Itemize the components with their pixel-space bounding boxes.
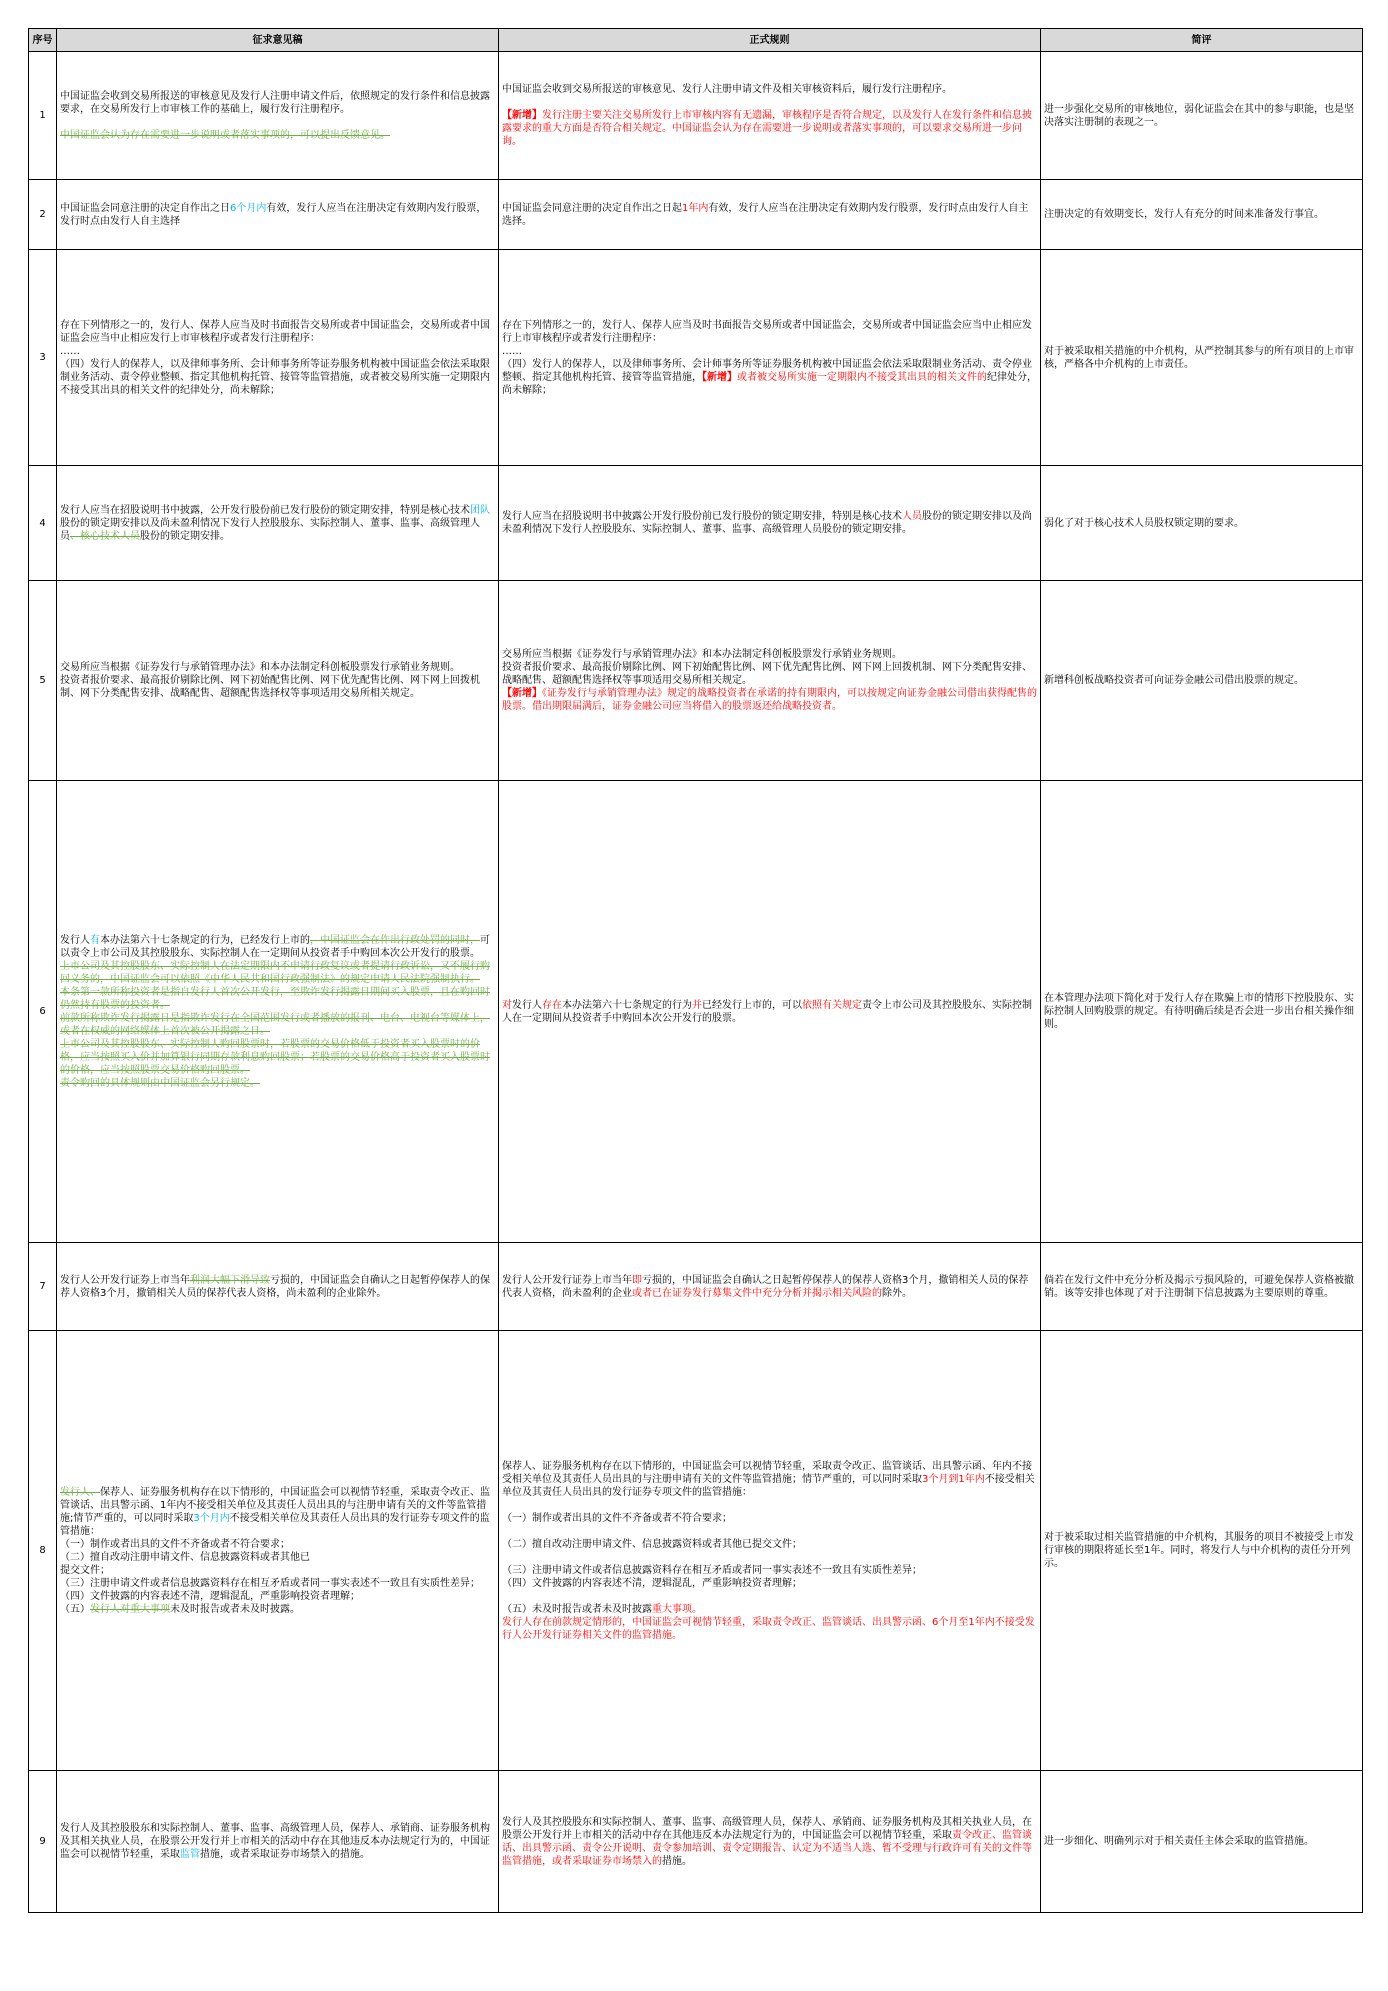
text-segment: 中国证监会同意注册的决定自作出之日	[60, 202, 230, 214]
text-segment: ……	[60, 345, 80, 357]
red-text: 发行人存在前款规定情形的，中国证监会可视情节轻重，采取责令改正、监管谈话、出具警示函、6个月至1年内不接受发行人公开发行证券相关文件的监管措施。	[502, 1616, 1035, 1641]
comment-cell	[1041, 466, 1363, 581]
text-segment: 保荐人、证券服务机构存在以下情形的，中国证监会可以视情节轻重，采取责令改正、监管谈话、出具警示函、年内不接受相关单位及其责任人员出具的与注册申请有关的文件等监管措施；情节严重的，可以同时采取	[502, 1460, 1032, 1485]
comment-paragraph	[1044, 517, 1359, 530]
final-paragraph	[502, 1603, 1037, 1616]
text-segment: 进一步强化交易所的审核地位，弱化证监会在其中的参与职能，也是坚决落实注册制的表现之一。	[1044, 103, 1354, 128]
final-paragraph	[502, 1564, 1037, 1577]
text-segment: 发行人应当在招股说明书中披露，公开发行股份前已发行股份的锁定期安排，特别是核心技术	[60, 504, 470, 516]
draft-paragraph	[60, 1012, 495, 1038]
text-segment: 纪律处分，尚未解除；	[502, 371, 1037, 396]
text-segment: 进一步细化、明确列示对于相关责任主体会采取的监管措施。	[1044, 1836, 1314, 1847]
table-row	[29, 1331, 1363, 1771]
text-segment: 本办法第六十七条规定的行为，已经发行上市的	[100, 934, 310, 946]
final-paragraph	[502, 83, 1037, 96]
text-segment: 发行人公开发行证券上市当年	[60, 1274, 190, 1286]
table-row	[29, 1243, 1363, 1331]
comment-cell	[1041, 1771, 1363, 1913]
draft-paragraph	[60, 1486, 495, 1538]
red-text: 即	[632, 1274, 642, 1286]
draft-paragraph	[60, 504, 495, 543]
draft-paragraph	[60, 1822, 495, 1861]
text-segment: 弱化了对于核心技术人员股权锁定期的要求。	[1044, 517, 1244, 529]
draft-paragraph	[60, 358, 495, 397]
draft-cell	[57, 180, 499, 250]
draft-paragraph	[60, 986, 495, 1012]
text-segment: 亏损的，中国证监会自确认之日起暂停保荐人的保荐人资格3个月，撤销相关人员的保荐代表人资格，尚未盈利的企业	[502, 1274, 1029, 1299]
row-number: 4	[29, 466, 57, 581]
final-cell	[499, 581, 1041, 781]
text-segment: （四）文件披露的内容表述不清，逻辑混乱，严重影响投资者理解；	[60, 1590, 360, 1602]
struck-text: 利润大幅下滑导致	[190, 1274, 270, 1286]
text-segment: （三）注册申请文件或者信息披露资料存在相互矛盾或者同一事实表述不一致且有实质性差异；	[502, 1564, 922, 1576]
red-text: 重大事项。	[652, 1603, 702, 1615]
row-number: 3	[29, 250, 57, 466]
red-text: 《证券发行与承销管理办法》规定的战略投资者在承诺的持有期限内，可以按规定向证券金融公司借出获得配售的股票。借出期限届满后，证券金融公司应当将借入的股票返还给战略投资者。	[502, 688, 1037, 712]
text-segment: （四）文件披露的内容表述不清，逻辑混乱，严重影响投资者理解；	[502, 1577, 802, 1589]
blue-text: 监管	[180, 1849, 200, 1860]
text-segment: 投资者报价要求、最高报价剔除比例、网下初始配售比例、网下优先配售比例、网下网上回拨机制、网下分类配售安排、战略配售、超额配售选择权等事项适用交易所相关规定。	[502, 662, 1032, 686]
struck-text: 发行人、	[60, 1486, 100, 1498]
red-text: 或者已在证券发行募集文件中充分分析并揭示相关风险的	[632, 1287, 882, 1299]
final-paragraph	[502, 1577, 1037, 1590]
text-segment: （四）发行人的保荐人，以及律师事务所、会计师事务所等证券服务机构被中国证监会依法采取限制业务活动、责令停业整顿、指定其他机构托管、接管等监管措施，	[502, 358, 1032, 383]
text-segment: 发行人及其控股股东和实际控制人、董事、监事、高级管理人员，保荐人、承销商、证券服务机构及其相关执业人员，在股票公开发行并上市相关的活动中存在其他违反本办法规定行为的，中国证监会可以视情节轻重，采取	[60, 1823, 490, 1860]
red-text: 或者被交易所实施一定期限内不接受其出具的相关文件的	[737, 371, 987, 383]
draft-cell	[57, 250, 499, 466]
struck-text: 前款所称欺诈发行揭露日是指欺诈发行在全国范围发行或者播放的报刊、电台、电视台等媒体上，或者在权威的网络媒体上首次被公开揭露之日。	[60, 1012, 490, 1037]
struck-text: 中国证监会认为存在需要进一步说明或者落实事项的，可以提出反馈意见。	[60, 129, 390, 141]
comment-paragraph	[1044, 1835, 1359, 1848]
final-cell	[499, 1243, 1041, 1331]
comment-paragraph	[1044, 208, 1359, 221]
draft-paragraph	[60, 90, 495, 116]
draft-paragraph	[60, 1538, 495, 1551]
text-segment: 投资者报价要求、最高报价剔除比例、网下初始配售比例、网下优先配售比例、网下网上回拨机制、网下分类配售安排、战略配售、超额配售选择权等事项适用交易所相关规定。	[60, 675, 480, 699]
text-segment: 措施，或者采取证券市场禁入的措施。	[200, 1849, 370, 1860]
draft-paragraph	[60, 1077, 495, 1090]
text-segment: 发行人	[60, 934, 90, 946]
final-cell	[499, 180, 1041, 250]
comment-paragraph	[1044, 345, 1359, 371]
draft-paragraph	[60, 319, 495, 345]
draft-paragraph	[60, 1551, 495, 1564]
comment-paragraph	[1044, 1531, 1359, 1570]
draft-paragraph	[60, 934, 495, 960]
final-paragraph	[502, 510, 1037, 536]
paragraph-gap	[502, 1525, 1037, 1538]
draft-cell	[57, 781, 499, 1243]
blue-text: 有	[90, 934, 100, 946]
draft-paragraph	[60, 960, 495, 986]
text-segment: 不接受相关单位及其责任人员出具的发行证券专项文件的监管措施：	[60, 1512, 490, 1537]
final-paragraph	[502, 1616, 1037, 1642]
blue-text: 团队	[470, 504, 490, 516]
header-final: 正式规则	[499, 29, 1041, 52]
comment-cell	[1041, 1243, 1363, 1331]
draft-cell	[57, 581, 499, 781]
text-segment: 可以责令上市公司及其控股股东、实际控制人在一定期间从投资者手中购回本次公开发行的股票。	[60, 934, 490, 959]
comment-paragraph	[1044, 1274, 1359, 1300]
text-segment: 除外。	[882, 1287, 912, 1299]
draft-paragraph	[60, 129, 495, 142]
struck-text: 本条第一款所称投资者是指自发行人首次公开发行，至欺诈发行揭露日期间买入股票，且在购回时仍然持有股票的投资者。	[60, 986, 490, 1011]
text-segment: （三）注册申请文件或者信息披露资料存在相互矛盾或者同一事实表述不一致且有实质性差异；	[60, 1577, 480, 1589]
red-text: 责令改正、监管谈话、出具警示函、责令公开说明、责令参加培训、责令定期报告、认定为不适当人选、暂不受理与行政许可有关的文件等监管措施，或者采取证券市场禁入的	[502, 1829, 1032, 1867]
comment-paragraph	[1044, 103, 1359, 129]
text-segment: 不接受相关单位及其责任人员出具的发行证券专项文件的监管措施：	[502, 1473, 1035, 1498]
final-cell	[499, 781, 1041, 1243]
final-paragraph	[502, 202, 1037, 228]
row-number: 9	[29, 1771, 57, 1913]
blue-text: 6个月内	[230, 202, 267, 214]
text-segment: 新增科创板战略投资者可向证券金融公司借出股票的规定。	[1044, 675, 1304, 686]
comment-cell	[1041, 581, 1363, 781]
final-cell	[499, 250, 1041, 466]
added-tag: 【新增】	[502, 110, 542, 121]
text-segment: 股份的锁定期安排。	[140, 530, 230, 542]
red-text: 依照有关规定	[802, 999, 862, 1011]
text-segment: （一）制作或者出具的文件不齐备或者不符合要求；	[60, 1538, 290, 1550]
struck-text: ，中国证监会在作出行政处罚的同时，	[310, 934, 480, 946]
draft-paragraph	[60, 1564, 495, 1577]
draft-paragraph	[60, 1603, 495, 1616]
text-segment: （二）擅自改动注册申请文件、信息披露资料或者其他已	[60, 1551, 310, 1563]
text-segment: 中国证监会同意注册的决定自作出之日起	[502, 202, 682, 214]
draft-paragraph	[60, 1590, 495, 1603]
final-paragraph	[502, 648, 1037, 661]
draft-paragraph	[60, 1274, 495, 1300]
text-segment: （五）未及时报告或者未及时披露	[502, 1603, 652, 1615]
struck-text: 发行人对重大事项	[90, 1603, 170, 1615]
table-row	[29, 781, 1363, 1243]
text-segment: 在本管理办法项下简化对于发行人存在欺骗上市的情形下控股股东、实际控制人回购股票的规定。有待明确后续是否会进一步出台相关操作细则。	[1044, 993, 1354, 1030]
header-no: 序号	[29, 29, 57, 52]
comment-paragraph	[1044, 674, 1359, 687]
text-segment: 存在下列情形之一的，发行人、保荐人应当及时书面报告交易所或者中国证监会，交易所或者中国证监会应当中止相应发行上市审核程序或者发行注册程序：	[502, 319, 1032, 344]
header-row	[29, 29, 1363, 52]
row-number: 8	[29, 1331, 57, 1771]
text-segment: 亏损的，中国证监会自确认之日起暂停保荐人的保荐人资格3个月，撤销相关人员的保荐代表人资格，尚未盈利的企业除外。	[60, 1274, 490, 1299]
red-text: 并	[692, 999, 702, 1011]
text-segment: 倘若在发行文件中充分分析及揭示亏损风险的，可避免保荐人资格被撤销。该等安排也体现了对于注册制下信息披露为主要原则的尊重。	[1044, 1274, 1354, 1299]
final-paragraph	[502, 1538, 1037, 1551]
final-paragraph	[502, 1816, 1037, 1868]
row-number: 5	[29, 581, 57, 781]
final-paragraph	[502, 1460, 1037, 1499]
text-segment: 交易所应当根据《证券发行与承销管理办法》和本办法制定科创板股票发行承销业务规则。	[60, 662, 460, 673]
final-paragraph	[502, 1512, 1037, 1525]
text-segment: （五）	[60, 1603, 90, 1615]
final-paragraph	[502, 661, 1037, 687]
comment-cell	[1041, 1331, 1363, 1771]
struck-text: 上市公司及其控股股东、实际控制人购回股票时，若股票的交易价格低于投资者买入股票时的价格，应当按照买入价并加算银行同期存款利息购回股票；若股票的交易价格高于投资者买入股票时的价格，应当按照股票交易价格购回股票。	[60, 1038, 490, 1076]
text-segment: 股份的锁定期安排以及尚未盈利情况下发行人控股股东、实际控制人、董事、监事、高级管理人员股份的锁定期安排。	[502, 511, 1032, 535]
draft-paragraph	[60, 1038, 495, 1077]
final-cell	[499, 52, 1041, 180]
text-segment: 有效，发行人应当在注册决定有效期内发行股票，发行时点由发行人自主选择。	[502, 202, 1029, 227]
text-segment: 提交文件；	[60, 1564, 110, 1576]
draft-cell	[57, 52, 499, 180]
row-number: 2	[29, 180, 57, 250]
text-segment: 发行人应当在招股说明书中披露公开发行股份前已发行股份的锁定期安排，特别是核心技术	[502, 511, 902, 522]
comment-cell	[1041, 180, 1363, 250]
struck-text: 上市公司及其控股股东、实际控制人在法定期限内不申请行政复议或者提请行政诉讼，又不履行购回义务的，中国证监会可以依照《中华人民共和国行政强制法》的规定申请人民法院强制执行。	[60, 960, 490, 985]
draft-paragraph	[60, 661, 495, 674]
paragraph-gap	[502, 1499, 1037, 1512]
draft-paragraph	[60, 1577, 495, 1590]
final-paragraph	[502, 999, 1037, 1025]
text-segment: 交易所应当根据《证券发行与承销管理办法》和本办法制定科创板股票发行承销业务规则。	[502, 649, 902, 660]
text-segment: （二）擅自改动注册申请文件、信息披露资料或者其他已提交文件；	[502, 1538, 802, 1550]
comment-cell	[1041, 52, 1363, 180]
text-segment: 股份的锁定期安排以及尚未盈利情况下发行人控股股东、实际控制人、董事、监事、高级管理人员	[60, 517, 480, 542]
header-comment: 简评	[1041, 29, 1363, 52]
draft-paragraph	[60, 202, 495, 228]
text-segment: 本办法第六十七条规定的行为	[562, 999, 692, 1011]
row-number: 7	[29, 1243, 57, 1331]
final-cell	[499, 1331, 1041, 1771]
red-text: 对	[502, 999, 512, 1011]
text-segment: 发行人公开发行证券上市当年	[502, 1274, 632, 1286]
draft-paragraph	[60, 345, 495, 358]
red-text: 1年内	[682, 202, 709, 214]
final-paragraph	[502, 319, 1037, 345]
final-paragraph	[502, 358, 1037, 397]
paragraph-gap	[502, 96, 1037, 109]
red-text: 发行注册主要关注交易所发行上市审核内容有无遗漏，审核程序是否符合规定，以及发行人在发行条件和信息披露要求的重大方面是否符合相关规定。中国证监会认为存在需要进一步说明或者落实事项的，可以要求交易所进一步问询。	[502, 110, 1032, 147]
row-number: 1	[29, 52, 57, 180]
final-paragraph	[502, 109, 1037, 148]
text-segment: 注册决定的有效期变长，发行人有充分的时间来准备发行事宜。	[1044, 209, 1324, 220]
text-segment: 中国证监会收到交易所报送的审核意见及发行人注册申请文件后，依照规定的发行条件和信息披露要求，在交易所发行上市审核工作的基础上，履行发行注册程序。	[60, 90, 490, 115]
final-paragraph	[502, 1274, 1037, 1300]
draft-cell	[57, 1771, 499, 1913]
text-segment: （一）制作或者出具的文件不齐备或者不符合要求；	[502, 1512, 732, 1524]
comment-cell	[1041, 250, 1363, 466]
text-segment: ……	[502, 345, 522, 357]
red-text: 人员	[902, 511, 922, 522]
blue-text: 3个月内	[193, 1512, 230, 1524]
final-cell	[499, 1771, 1041, 1913]
text-segment: 对于被采取过相关监管措施的中介机构，其服务的项目不被接受上市发行审核的期限将延长至1年。同时，将发行人与中介机构的责任分开列示。	[1044, 1532, 1354, 1569]
text-segment: 已经发行上市的，可以	[702, 999, 802, 1011]
added-tag: 【新增】	[502, 688, 542, 699]
struck-text: 责令购回的具体规则由中国证监会另行规定。	[60, 1077, 260, 1089]
paragraph-gap	[60, 116, 495, 129]
table-row	[29, 581, 1363, 781]
row-number: 6	[29, 781, 57, 1243]
red-text: 3个月到1年内	[922, 1473, 985, 1485]
draft-cell	[57, 466, 499, 581]
final-paragraph	[502, 345, 1037, 358]
comment-cell	[1041, 781, 1363, 1243]
table-row	[29, 52, 1363, 180]
text-segment: 存在下列情形之一的，发行人、保荐人应当及时书面报告交易所或者中国证监会，交易所或者中国证监会应当中止相应发行上市审核程序或者发行注册程序：	[60, 319, 490, 344]
text-segment: 保荐人、证券服务机构存在以下情形的，中国证监会可以视情节轻重，采取责令改正、监管谈话、出具警示函、1年内不接受相关单位及其责任人员出具的与注册申请有关的文件等监管措施;情节严重的，可以同时采取	[60, 1486, 490, 1524]
text-segment: 对于被采取相关措施的中介机构，从严控制其参与的所有项目的上市审核，严格各中介机构的上市责任。	[1044, 345, 1354, 370]
added-tag: 【新增】	[702, 371, 737, 383]
text-segment: 有效，发行人应当在注册决定有效期内发行股票，发行时点由发行人自主选择	[60, 202, 487, 227]
paragraph-gap	[502, 1590, 1037, 1603]
table-row	[29, 466, 1363, 581]
draft-paragraph	[60, 674, 495, 700]
struck-text: 、核心技术人员	[70, 530, 140, 542]
header-draft: 征求意见稿	[57, 29, 499, 52]
text-segment: 中国证监会收到交易所报送的审核意见、发行人注册申请文件及相关审核资料后，履行发行注册程序。	[502, 84, 952, 95]
text-segment: 措施。	[662, 1855, 692, 1867]
comparison-table	[28, 28, 1363, 1913]
text-segment: 未及时报告或者未及时披露。	[170, 1603, 300, 1615]
text-segment: （四）发行人的保荐人，以及律师事务所、会计师事务所等证券服务机构被中国证监会依法采取限制业务活动、责令停业整顿、指定其他机构托管、接管等监管措施，或者被交易所实施一定期限内不接受其出具的相关文件的纪律处分，尚未解除；	[60, 358, 490, 396]
table-row	[29, 1771, 1363, 1913]
paragraph-gap	[502, 1551, 1037, 1564]
draft-cell	[57, 1331, 499, 1771]
red-text: 存在	[542, 999, 562, 1011]
text-segment: 责令上市公司及其控股股东、实际控制人在一定期间从投资者手中购回本次公开发行的股票。	[502, 999, 1032, 1024]
text-segment: 发行人及其控股股东和实际控制人、董事、监事、高级管理人员，保荐人、承销商、证券服务机构及其相关执业人员，在股票公开发行并上市相关的活动中存在其他违反本办法规定行为的，中国证监会可以视情节轻重，采取	[502, 1816, 1032, 1841]
text-segment: 发行人	[512, 999, 542, 1011]
final-paragraph	[502, 687, 1037, 713]
draft-cell	[57, 1243, 499, 1331]
table-row	[29, 250, 1363, 466]
comment-paragraph	[1044, 992, 1359, 1031]
final-cell	[499, 466, 1041, 581]
table-row	[29, 180, 1363, 250]
